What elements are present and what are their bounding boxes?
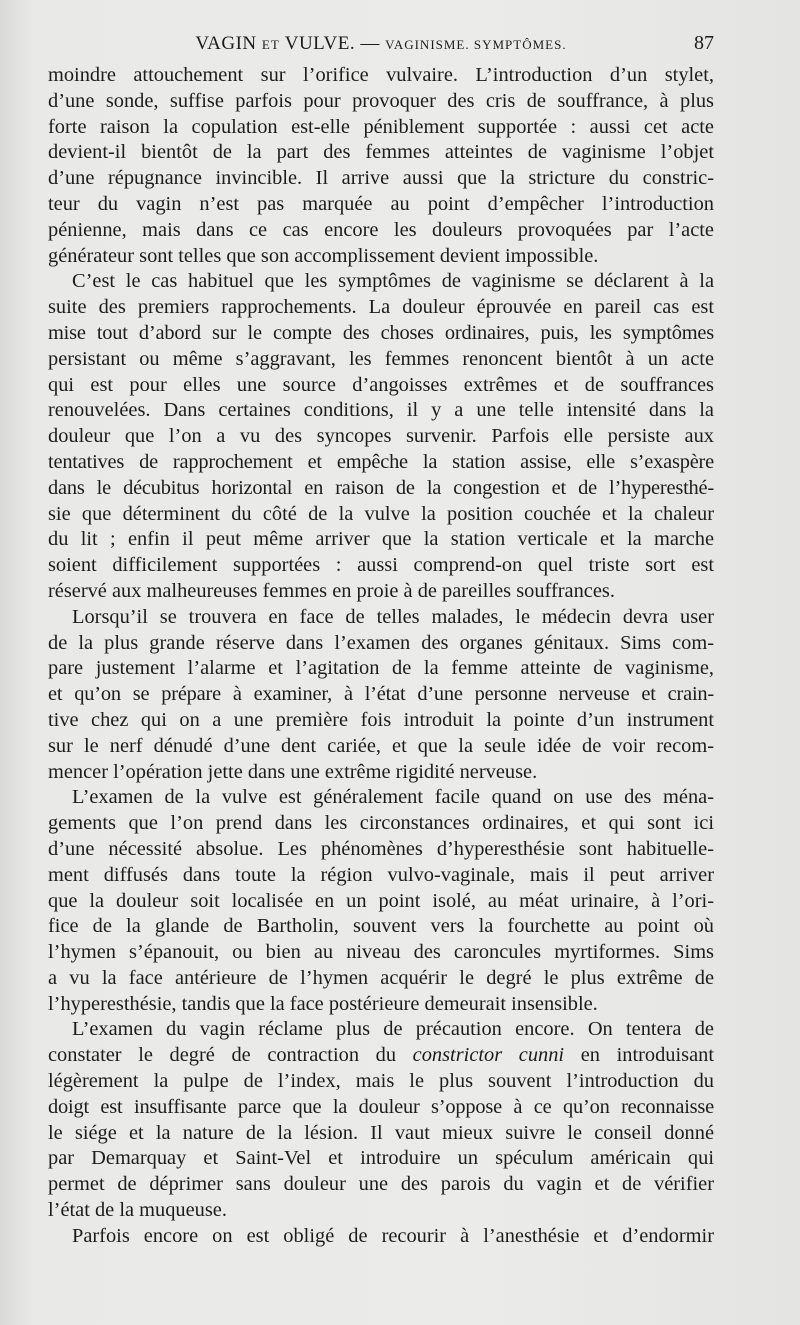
- text-line: légèrement la pulpe de l’index, mais le plus souvent l’introduction du: [48, 1070, 714, 1093]
- text-line: de la plus grande réserve dans l’examen des organes génitaux. Sims com-: [48, 631, 714, 654]
- text-line: permet de déprimer sans douleur une des parois du vagin et de vérifier: [48, 1173, 714, 1196]
- text-line: et qu’on se prépare à examiner, à l’état d’une personne nerveuse et crain-: [48, 683, 714, 706]
- text-line: tentatives de rapprochement et empêche la station assise, elle s’exaspère: [48, 450, 714, 473]
- text-line: dans le décubitus horizontal en raison de la congestion et de l’hyperesthé-: [48, 476, 714, 499]
- text-line: générateur sont telles que son accomplissement devient impossible.: [48, 244, 599, 267]
- text-line: fice de la glande de Bartholin, souvent vers la fourchette au point où: [48, 915, 714, 938]
- running-title: [48, 33, 714, 55]
- text-line: Lorsqu’il se trouvera en face de telles malades, le médecin devra user: [72, 605, 714, 628]
- text-line: pénienne, mais dans ce cas encore les douleurs provoquées par l’acte: [48, 218, 714, 241]
- text-line: L’examen de la vulve est généralement facile quand on use des ména-: [72, 786, 714, 809]
- paragraph-5: [48, 1017, 714, 1223]
- text-line: mencer l’opération jette dans une extrême rigidité nerveuse.: [48, 760, 538, 783]
- text-line: gements que l’on prend dans les circonstances ordinaires, et qui sont ici: [48, 812, 714, 835]
- text-line-mixed: [48, 1043, 714, 1069]
- text-line: suite des premiers rapprochements. La douleur éprouvée en pareil cas est: [48, 296, 714, 319]
- text-line: forte raison la copulation est-elle péniblement supportée : aussi cet acte: [48, 115, 714, 138]
- text-line: le siége et la nature de la lésion. Il vaut mieux suivre le conseil donné: [48, 1121, 714, 1144]
- text-line: qui est pour elles une source d’angoisses extrêmes et de souffrances: [48, 373, 714, 396]
- text-line: Parfois encore on est obligé de recourir à l’anesthésie et d’endormir: [72, 1224, 714, 1247]
- text-line: devient-il bientôt de la part des femmes atteintes de vaginisme l’objet: [48, 141, 714, 164]
- text-line: a vu la face antérieure de l’hymen acquérir le degré le plus extrême de: [48, 966, 714, 989]
- text-line: l’hymen s’épanouit, ou bien au niveau des caroncules myrtiformes. Sims: [48, 941, 714, 964]
- text-line: par Demarquay et Saint-Vel et introduire un spéculum américain qui: [48, 1147, 714, 1170]
- paragraph-2: [48, 269, 714, 604]
- running-title-section: VAGINISME. SYMPTÔMES.: [385, 37, 567, 52]
- text-line: moindre attouchement sur l’orifice vulvaire. L’introduction d’un stylet,: [48, 64, 714, 86]
- text-line: d’une sonde, suffise parfois pour provoquer des cris de souffrance, à plus: [48, 89, 714, 112]
- text-segment: constater le degré de contraction du: [48, 1044, 397, 1067]
- page-header: [48, 30, 714, 60]
- text-line: sur le nerf dénudé d’une dent cariée, et que la seule idée de voir recom-: [48, 734, 714, 757]
- text-line: d’une répugnance invincible. Il arrive aussi que la stricture du constric-: [48, 167, 714, 190]
- paragraph-3: [48, 605, 714, 786]
- text-line: tive chez qui on a une première fois introduit la pointe d’un instrument: [48, 708, 714, 731]
- text-line: renouvelées. Dans certaines conditions, il y a une telle intensité dans la: [48, 399, 714, 422]
- text-line: mise tout d’abord sur le compte des choses ordinaires, puis, les symptômes: [48, 321, 714, 344]
- body-text: [48, 63, 714, 1250]
- text-line: doigt est insuffisante parce que la douleur s’oppose à ce qu’on reconnaisse: [48, 1095, 714, 1118]
- text-line: que la douleur soit localisée en un point isolé, au méat urinaire, à l’ori-: [48, 889, 714, 912]
- text-line: pare justement l’alarme et l’agitation de la femme atteinte de vaginisme,: [48, 657, 714, 680]
- text-line: sie que déterminent du côté de la vulve la position couchée et la chaleur: [48, 502, 714, 525]
- text-line: douleur que l’on a vu des syncopes survenir. Parfois elle persiste aux: [48, 425, 714, 448]
- text-line: l’hyperesthésie, tandis que la face postérieure demeurait insensible.: [48, 992, 598, 1015]
- text-line: teur du vagin n’est pas marquée au point d’empêcher l’introduction: [48, 192, 714, 215]
- text-line: L’examen du vagin réclame plus de précaution encore. On tentera de: [72, 1018, 714, 1041]
- text-line: l’état de la muqueuse.: [48, 1199, 227, 1222]
- running-title-et: ET: [261, 37, 280, 52]
- page-number: 87: [694, 32, 714, 54]
- running-title-dash: —: [360, 33, 380, 54]
- text-line: C’est le cas habituel que les symptômes de vaginisme se déclarent à la: [72, 270, 714, 293]
- text-segment: en introduisant: [580, 1044, 714, 1067]
- text-line: soient difficilement supportées : aussi comprend-on quel triste sort est: [48, 554, 714, 577]
- paragraph-6: [48, 1224, 714, 1250]
- text-line: du lit ; enfin il peut même arriver que la station verticale et la marche: [48, 528, 714, 551]
- latin-term: constrictor cunni: [412, 1044, 565, 1067]
- text-line: ment diffusés dans toute la région vulvo-vaginale, mais il peut arriver: [48, 863, 714, 886]
- paragraph-4: [48, 785, 714, 1017]
- paragraph-1: [48, 63, 714, 269]
- running-title-vulve: VULVE.: [284, 33, 356, 54]
- running-title-vagin: VAGIN: [195, 33, 257, 54]
- text-line: persistant ou même s’aggravant, les femmes renoncent bientôt à un acte: [48, 347, 714, 370]
- text-line: d’une nécessité absolue. Les phénomènes d’hyperesthésie sont habituelle-: [48, 837, 714, 860]
- text-line: réservé aux malheureuses femmes en proie à de pareilles souffrances.: [48, 579, 615, 602]
